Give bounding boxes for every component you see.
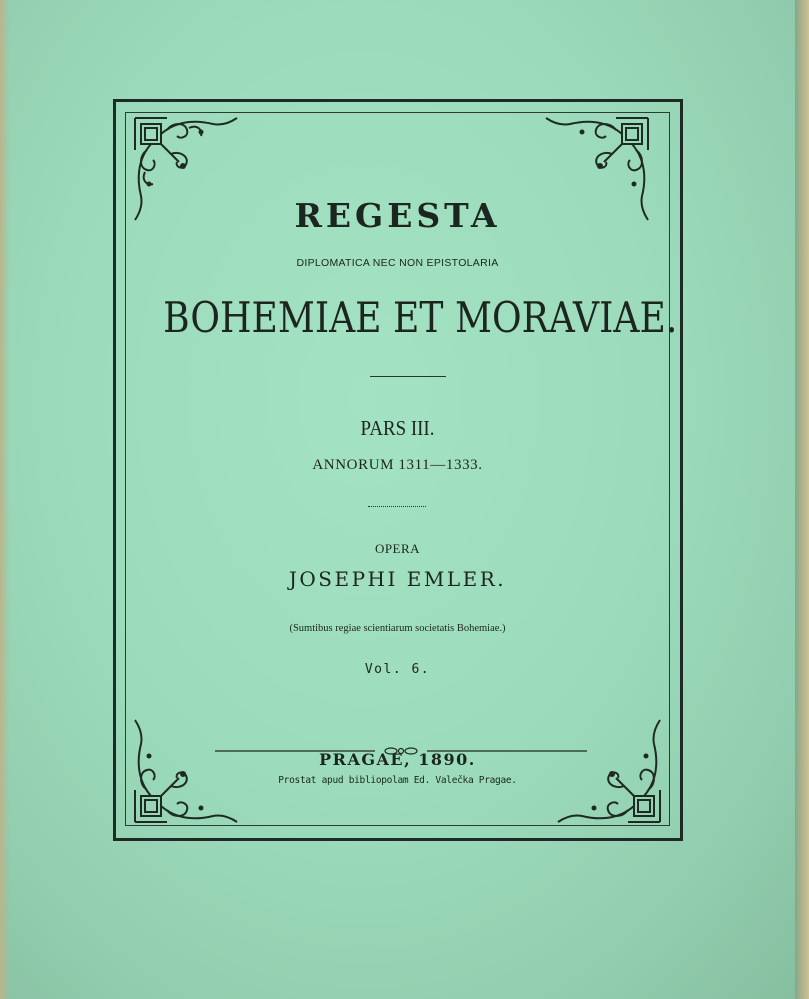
ornamental-corner-icon [556, 718, 668, 830]
sponsor-note: (Sumtibus regiae scientiarum societatis Bohemiae.) [289, 623, 506, 634]
cover-main-title: BOHEMIAE ET MORAVIAE. [163, 293, 678, 342]
cover-title: REGESTA [294, 196, 501, 235]
paper-edge-right [795, 0, 809, 999]
dotted-divider [368, 506, 426, 507]
author-name: JOSEPHI EMLER. [288, 567, 507, 591]
years-label: ANNORUM 1311—1333. [312, 457, 483, 473]
place-date: PRAGAE, 1890. [319, 750, 476, 769]
paper-edge-left [0, 0, 10, 999]
divider-rule [370, 376, 446, 377]
volume-label: Vol. 6. [364, 662, 431, 677]
cover-subtitle: DIPLOMATICA NEC NON EPISTOLARIA [296, 257, 499, 269]
ornamental-corner-icon [127, 718, 239, 830]
ornamental-divider-icon [215, 742, 587, 750]
opera-label: OPERA [374, 541, 421, 556]
printer-note: Prostat apud bibliopolam Ed. Valečka Pragae. [278, 775, 517, 786]
part-label: PARS III. [360, 416, 435, 440]
